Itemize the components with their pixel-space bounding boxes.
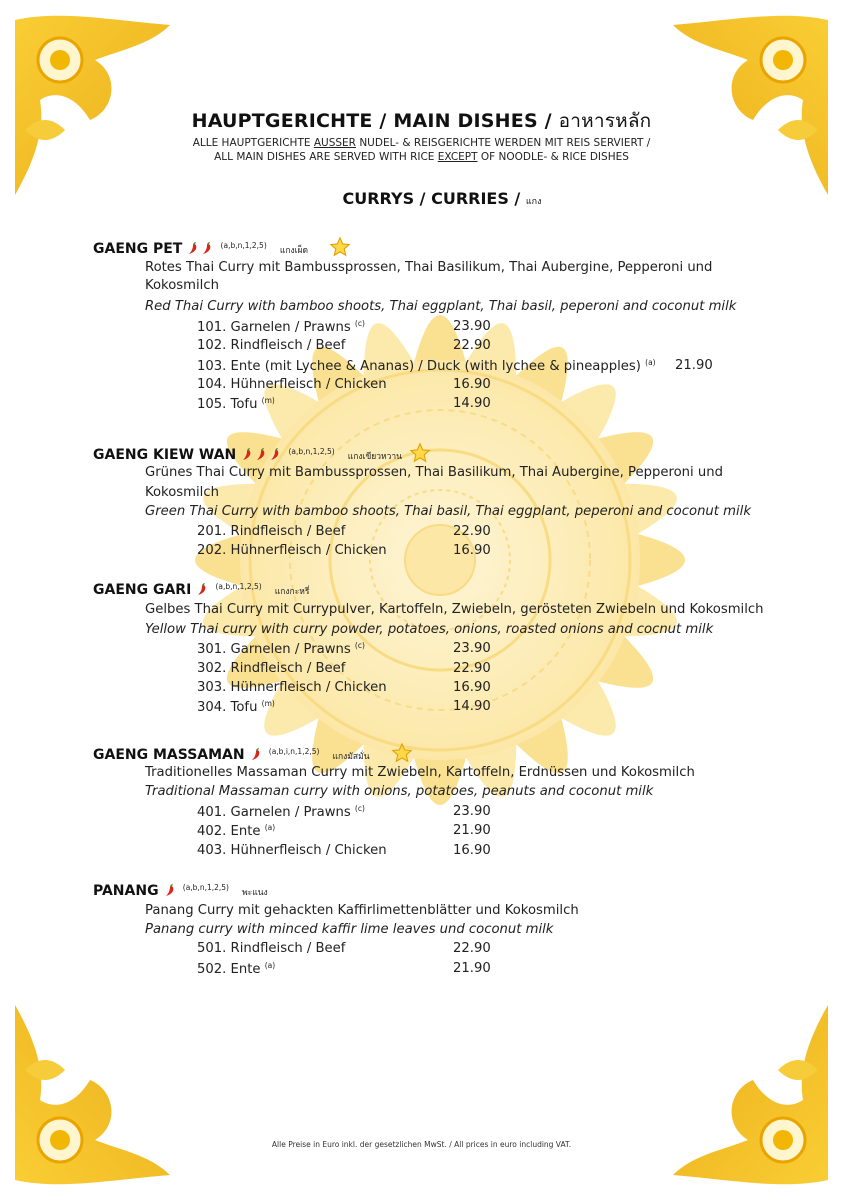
recommended-star-icon xyxy=(329,238,351,257)
item-price: 23.90 xyxy=(453,641,491,656)
allergen-codes: (a,b,n,1,2,5) xyxy=(288,447,335,456)
item-price: 21.90 xyxy=(453,823,491,838)
corner-ornament-bottom-right xyxy=(673,1005,828,1184)
item-price: 14.90 xyxy=(453,699,491,714)
menu-item: 105. Tofu $^{(m)}$ xyxy=(197,396,275,412)
dish-header xyxy=(93,880,268,899)
item-price: 23.90 xyxy=(453,804,491,819)
dish-description-de-cont: Kokosmilch xyxy=(145,278,219,293)
dish-description-de: Gelbes Thai Curry mit Currypulver, Kartoffeln, Zwiebeln, gerösteten Zwiebeln und Kokosmilch xyxy=(145,602,764,617)
item-price: 16.90 xyxy=(453,543,491,558)
dish-description-de: Rotes Thai Curry mit Bambussprossen, Thai Basilikum, Thai Aubergine, Pepperoni und xyxy=(145,260,713,275)
allergen-codes: (a,b,n,1,2,5) xyxy=(220,241,267,250)
menu-item: 302. Rindfleisch / Beef xyxy=(197,661,346,676)
chili-pepper-icon xyxy=(201,241,213,255)
recommended-star-icon xyxy=(409,444,431,463)
item-price: 14.90 xyxy=(453,396,491,411)
menu-item: 501. Rindfleisch / Beef xyxy=(197,941,346,956)
dish-description-de: Grünes Thai Curry mit Bambussprossen, Thai Basilikum, Thai Aubergine, Pepperoni und xyxy=(145,465,723,480)
chili-icons xyxy=(196,579,210,598)
menu-item: 401. Garnelen / Prawns $^{(c)}$ xyxy=(197,804,365,820)
recommended-star-icon xyxy=(391,744,413,763)
menu-item: 402. Ente $^{(a)}$ xyxy=(197,823,276,839)
item-price: 22.90 xyxy=(453,524,491,539)
chili-pepper-icon xyxy=(250,747,262,761)
dish-header xyxy=(93,742,413,764)
allergen-codes: (a,b,i,n,1,2,5) xyxy=(268,747,320,756)
dish-description-en: Panang curry with minced kaffir lime leaves und coconut milk xyxy=(145,922,554,937)
menu-item: 103. Ente (mit Lychee & Ananas) / Duck (with lychee & pineapples) $^{(a)}$ xyxy=(197,358,656,374)
dish-thai-name: แกงมัสมั่น xyxy=(332,752,370,762)
dish-thai-name: แกงเผ็ด xyxy=(279,246,309,256)
chili-icons xyxy=(250,744,264,763)
item-price: 21.90 xyxy=(675,358,713,373)
dish-name: GAENG KIEW WAN xyxy=(93,447,237,463)
page-title xyxy=(0,106,843,136)
chili-pepper-icon xyxy=(241,447,253,461)
dish-header xyxy=(93,236,351,258)
item-price: 22.90 xyxy=(453,661,491,676)
item-price: 16.90 xyxy=(453,377,491,392)
dish-description-en: Traditional Massaman curry with onions, potatoes, peanuts and coconut milk xyxy=(145,784,654,799)
dish-header xyxy=(93,442,431,464)
chili-pepper-icon xyxy=(196,582,208,596)
menu-item: 202. Hühnerfleisch / Chicken xyxy=(197,543,387,558)
subtitle-line-1: ALLE HAUPTGERICHTE AUSSER NUDEL- & REISGERICHTE WERDEN MIT REIS SERVIERT / xyxy=(192,137,651,149)
dish-description-de-cont: Kokosmilch xyxy=(145,485,219,500)
allergen-codes: (a,b,n,1,2,5) xyxy=(215,582,262,591)
dish-thai-name: แกงกะหรี่ xyxy=(274,587,310,597)
dish-description-en: Yellow Thai curry with curry powder, potatoes, onions, roasted onions and cocnut milk xyxy=(145,622,714,637)
corner-ornament-bottom-left xyxy=(15,1005,170,1184)
footer-vat-note: Alle Preise in Euro inkl. der gesetzlichen MwSt. / All prices in euro including VAT. xyxy=(271,1140,572,1149)
dish-name: GAENG GARI xyxy=(93,582,192,598)
menu-item: 303. Hühnerfleisch / Chicken xyxy=(197,680,387,695)
allergen-codes: (a,b,n,1,2,5) xyxy=(182,883,229,892)
section-title-text: CURRYS / CURRIES / xyxy=(342,189,521,208)
menu-item: 301. Garnelen / Prawns $^{(c)}$ xyxy=(197,641,365,657)
dish-header xyxy=(93,579,309,598)
chili-pepper-icon xyxy=(164,883,176,897)
chili-icons xyxy=(164,880,178,899)
dish-description-de: Traditionelles Massaman Curry mit Zwiebeln, Kartoffeln, Erdnüssen und Kokosmilch xyxy=(145,765,695,780)
chili-pepper-icon xyxy=(187,241,199,255)
chili-icons xyxy=(241,444,283,463)
subtitle-line-2: ALL MAIN DISHES ARE SERVED WITH RICE EXCEPT OF NOODLE- & RICE DISHES xyxy=(214,151,629,163)
menu-item: 304. Tofu $^{(m)}$ xyxy=(197,699,275,715)
dish-thai-name: พะแนง xyxy=(242,888,268,898)
section-title xyxy=(0,189,843,208)
dish-name: GAENG MASSAMAN xyxy=(93,747,245,763)
dish-description-en: Green Thai Curry with bamboo shoots, Thai basil, Thai eggplant, peperoni and coconut milk xyxy=(145,504,751,519)
dish-description-en: Red Thai Curry with bamboo shoots, Thai eggplant, Thai basil, peperoni and coconut milk xyxy=(145,299,737,314)
menu-item: 104. Hühnerfleisch / Chicken xyxy=(197,377,387,392)
item-price: 16.90 xyxy=(453,680,491,695)
dish-thai-name: แกงเขียวหวาน xyxy=(347,452,402,462)
dish-name: GAENG PET xyxy=(93,241,183,257)
menu-item: 101. Garnelen / Prawns $^{(c)}$ xyxy=(197,319,365,335)
menu-item: 201. Rindfleisch / Beef xyxy=(197,524,346,539)
chili-pepper-icon xyxy=(269,447,281,461)
item-price: 23.90 xyxy=(453,319,491,334)
page-title-text: HAUPTGERICHTE / MAIN DISHES / xyxy=(191,110,552,132)
dish-name: PANANG xyxy=(93,883,159,899)
chili-icons xyxy=(187,238,215,257)
dish-description-de: Panang Curry mit gehackten Kaffirlimettenblätter und Kokosmilch xyxy=(145,903,579,918)
section-title-thai: แกง xyxy=(525,197,542,207)
chili-pepper-icon xyxy=(255,447,267,461)
item-price: 22.90 xyxy=(453,941,491,956)
item-price: 22.90 xyxy=(453,338,491,353)
menu-item: 102. Rindfleisch / Beef xyxy=(197,338,346,353)
page-title-thai: อาหารหลัก xyxy=(558,110,652,132)
item-price: 21.90 xyxy=(453,961,491,976)
menu-item: 403. Hühnerfleisch / Chicken xyxy=(197,843,387,858)
item-price: 16.90 xyxy=(453,843,491,858)
menu-item: 502. Ente $^{(a)}$ xyxy=(197,961,276,977)
